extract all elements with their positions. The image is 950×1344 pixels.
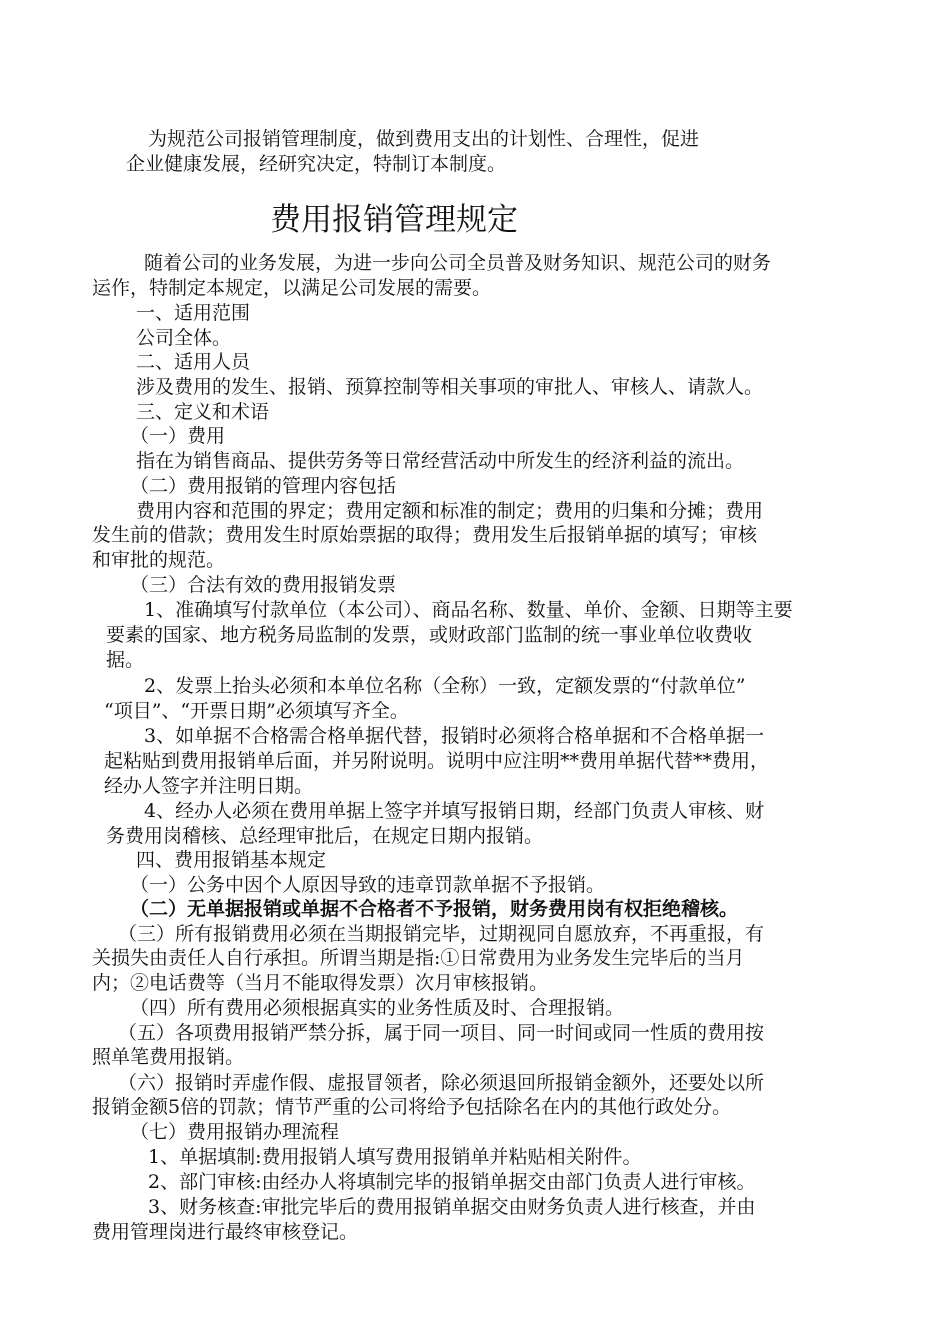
rule-item: （五）各项费用报销严禁分拆，属于同一项目、同一时间或同一性质的费用按	[118, 1022, 765, 1044]
list-item: 1、准确填写付款单位（本公司）、商品名称、数量、单价、金额、日期等主要	[144, 599, 793, 621]
process-step: 3、财务核查:审批完毕后的费用报销单据交由财务负责人进行核查，并由	[148, 1196, 756, 1218]
paragraph-line: 公司全体。	[136, 327, 232, 349]
section-heading: 一、适用范围	[136, 302, 251, 324]
section-heading: 四、费用报销基本规定	[136, 849, 327, 871]
list-item: 4、经办人必须在费用单据上签字并填写报销日期，经部门负责人审核、财	[144, 800, 765, 822]
rule-item: （六）报销时弄虚作假、虚报冒领者，除必须退回所报销金额外，还要处以所	[118, 1072, 765, 1094]
list-item: 3、如单据不合格需合格单据代替，报销时必须将合格单据和不合格单据一	[144, 725, 765, 747]
list-item-line: 务费用岗稽核、总经理审批后，在规定日期内报销。	[106, 825, 544, 847]
subsection-heading: （七）费用报销办理流程	[130, 1121, 340, 1143]
rule-item-line: 报销金额5倍的罚款；情节严重的公司将给予包括除名在内的其他行政处分。	[92, 1096, 732, 1118]
process-step: 2、部门审核:由经办人将填制完毕的报销单据交由部门负责人进行审核。	[148, 1171, 756, 1193]
subsection-heading: （三）合法有效的费用报销发票	[130, 574, 397, 596]
intro-line-2: 企业健康发展，经研究决定，特制订本制度。	[126, 153, 507, 175]
list-item-line: “项目”、“开票日期”必须填写齐全。	[104, 700, 409, 722]
process-step-line: 费用管理岗进行最终审核登记。	[92, 1221, 359, 1243]
paragraph-line: 和审批的规范。	[92, 549, 226, 571]
section-heading: 二、适用人员	[136, 351, 251, 373]
paragraph-line: 随着公司的业务发展，为进一步向公司全员普及财务知识、规范公司的财务	[144, 252, 772, 274]
paragraph-line: 发生前的借款；费用发生时原始票据的取得；费用发生后报销单据的填写；审核	[92, 524, 758, 546]
subsection-heading: （二）费用报销的管理内容包括	[130, 475, 397, 497]
rule-item-line: 照单笔费用报销。	[92, 1046, 245, 1068]
rule-item: （三）所有报销费用必须在当期报销完毕，过期视同自愿放弃，不再重报，有	[118, 923, 765, 945]
list-item-line: 要素的国家、地方税务局监制的发票，或财政部门监制的统一事业单位收费收	[106, 624, 753, 646]
intro-line-1: 为规范公司报销管理制度，做到费用支出的计划性、合理性，促进	[148, 128, 700, 150]
paragraph-line: 费用内容和范围的界定；费用定额和标准的制定；费用的归集和分摊；费用	[136, 500, 764, 522]
list-item-line: 经办人签字并注明日期。	[104, 775, 314, 797]
rule-item-line: 内；②电话费等（当月不能取得发票）次月审核报销。	[92, 972, 549, 994]
rule-item-line: 关损失由责任人自行承担。所谓当期是指:①日常费用为业务发生完毕后的当月	[92, 947, 745, 969]
section-heading: 三、定义和术语	[136, 401, 270, 423]
rule-item: （一）公务中因个人原因导致的违章罚款单据不予报销。	[130, 874, 606, 896]
subsection-heading: （一）费用	[130, 425, 226, 447]
document-title: 费用报销管理规定	[270, 202, 518, 238]
paragraph-line: 指在为销售商品、提供劳务等日常经营活动中所发生的经济利益的流出。	[136, 450, 745, 472]
list-item: 2、发票上抬头必须和本单位名称（全称）一致，定额发票的“付款单位”	[144, 675, 746, 697]
list-item-line: 起粘贴到费用报销单后面，并另附说明。说明中应注明**费用单据代替**费用，	[104, 750, 770, 772]
paragraph-line: 涉及费用的发生、报销、预算控制等相关事项的审批人、审核人、请款人。	[136, 376, 764, 398]
paragraph-line: 运作，特制定本规定，以满足公司发展的需要。	[92, 277, 492, 299]
rule-item-bold: （二）无单据报销或单据不合格者不予报销，财务费用岗有权拒绝稽核。	[130, 898, 739, 920]
process-step: 1、单据填制:费用报销人填写费用报销单并粘贴相关附件。	[148, 1146, 642, 1168]
list-item-line: 据。	[106, 649, 145, 671]
rule-item: （四）所有费用必须根据真实的业务性质及时、合理报销。	[130, 997, 625, 1019]
